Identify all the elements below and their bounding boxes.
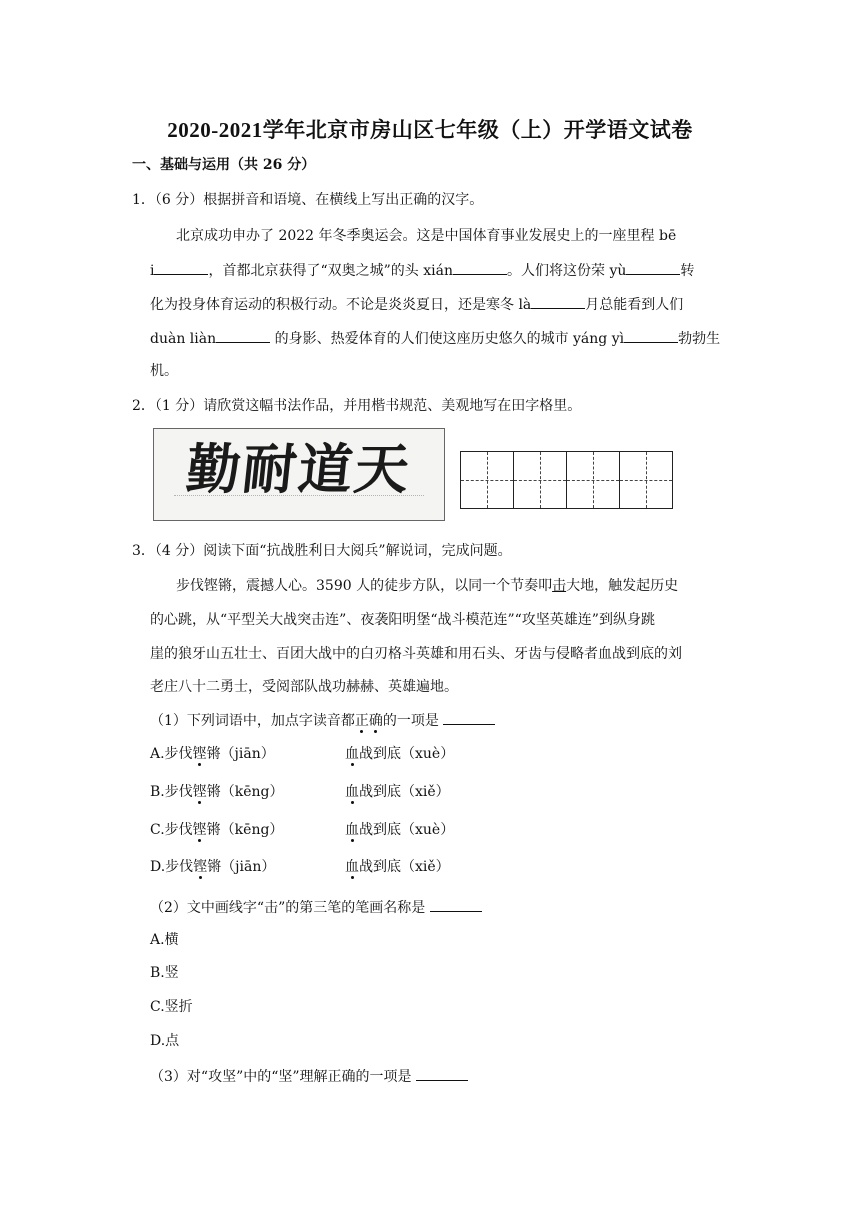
q3-text: 的一项是 bbox=[382, 713, 444, 729]
answer-blank[interactable] bbox=[216, 328, 270, 343]
q1-text: ，首都北京获得了“双奥之城”的头 xián bbox=[208, 263, 453, 279]
option-text: 战到底（xuè） bbox=[359, 746, 455, 762]
q1-text-line-2 bbox=[150, 260, 694, 281]
option-text: 战到底（xiě） bbox=[359, 859, 450, 875]
option-d[interactable] bbox=[150, 857, 450, 877]
answer-blank[interactable] bbox=[531, 294, 585, 309]
option-d[interactable]: D.点 bbox=[150, 1033, 180, 1049]
option-a[interactable] bbox=[150, 744, 455, 764]
option-second-word bbox=[345, 744, 454, 764]
option-text: 锵（kēng） bbox=[206, 784, 284, 800]
dotted-char: 血 bbox=[345, 822, 359, 838]
q3-text: 大地，触发起历史 bbox=[566, 578, 679, 594]
option-text: 战到底（xiě） bbox=[359, 784, 450, 800]
dotted-char: 铿 bbox=[192, 746, 207, 762]
q3-sub3-stem bbox=[150, 1066, 468, 1087]
q1-text: 化为投身体育运动的积极行动。不论是炎炎夏日，还是寒冬 là bbox=[150, 297, 532, 313]
grid-cell[interactable] bbox=[619, 451, 673, 509]
q3-sub2-stem bbox=[150, 897, 482, 918]
option-text: 战到底（xuè） bbox=[359, 822, 455, 838]
q1-text: 。人们将这份荣 yù bbox=[507, 263, 627, 279]
q3-text-line-2: 的心跳，从“平型关大战突击连”、夜袭阳明堡“战斗模范连”“攻坚英雄连”到纵身跳 bbox=[150, 612, 655, 628]
dotted-char: 正 bbox=[354, 713, 369, 729]
q1-text: 月总能看到人们 bbox=[585, 297, 684, 313]
option-c[interactable]: C.竖折 bbox=[150, 999, 193, 1015]
section-heading: 一、基础与运用（共 26 分） bbox=[132, 157, 316, 173]
answer-blank[interactable] bbox=[416, 1066, 468, 1081]
answer-blank[interactable] bbox=[154, 260, 208, 275]
dotted-char: 铿 bbox=[193, 859, 208, 875]
q3-text: （1）下列词语中，加点字读音都 bbox=[150, 713, 355, 729]
dotted-char: 铿 bbox=[192, 822, 207, 838]
q3-text-line-4: 老庄八十二勇士，受阅部队战功赫赫、英雄遍地。 bbox=[150, 679, 458, 695]
option-second-word bbox=[345, 782, 450, 802]
page-title: 2020-2021学年北京市房山区七年级（上）开学语文试卷 bbox=[167, 118, 693, 142]
option-text: 锵（jiān） bbox=[207, 859, 276, 875]
dotted-char: 血 bbox=[345, 859, 359, 875]
q1-text: i bbox=[150, 263, 155, 279]
q3-text: （3）对“攻坚”中的“坚”理解正确的一项是 bbox=[150, 1069, 416, 1085]
grid-cell[interactable] bbox=[460, 451, 514, 509]
dotted-char: 铿 bbox=[192, 784, 207, 800]
option-second-word bbox=[345, 820, 454, 840]
q1-text-line-1: 北京成功申办了 2022 年冬季奥运会。这是中国体育事业发展史上的一座里程 bē bbox=[176, 228, 677, 244]
answer-blank[interactable] bbox=[453, 260, 507, 275]
q3-text: 步伐铿锵，震撼人心。3590 人的徒步方队，以同一个节奏叩 bbox=[176, 578, 553, 594]
option-text: D.步伐 bbox=[150, 859, 194, 875]
underlined-char: 击 bbox=[552, 578, 567, 594]
grid-cell[interactable] bbox=[566, 451, 620, 509]
answer-blank[interactable] bbox=[624, 328, 678, 343]
q1-text-line-4 bbox=[150, 328, 720, 349]
q3-text-line-1 bbox=[176, 576, 678, 596]
option-b[interactable]: B.竖 bbox=[150, 965, 179, 981]
option-text: 锵（kēng） bbox=[206, 822, 284, 838]
option-text: A.步伐 bbox=[150, 746, 193, 762]
option-text: 锵（jiān） bbox=[206, 746, 275, 762]
q1-text: 勃勃生 bbox=[678, 331, 721, 347]
q1-text-line-5: 机。 bbox=[150, 363, 178, 379]
q1-text-line-3 bbox=[150, 294, 683, 315]
option-c[interactable] bbox=[150, 820, 455, 840]
answer-blank[interactable] bbox=[430, 897, 482, 912]
dotted-char: 血 bbox=[345, 746, 359, 762]
answer-blank[interactable] bbox=[626, 260, 680, 275]
option-a[interactable]: A.横 bbox=[150, 932, 179, 948]
q3-stem: 3．（4 分）阅读下面“抗战胜利日大阅兵”解说词，完成问题。 bbox=[132, 543, 512, 559]
calligraphy-characters: 勤耐道天 bbox=[183, 436, 414, 501]
option-text: C.步伐 bbox=[150, 822, 193, 838]
q1-stem: 1．（6 分）根据拼音和语境、在横线上写出正确的汉字。 bbox=[132, 192, 484, 208]
option-text: B.步伐 bbox=[150, 784, 193, 800]
tianzige-grid[interactable] bbox=[460, 451, 672, 509]
q3-text-line-3: 崖的狼牙山五壮士、百团大战中的白刃格斗英雄和用石头、牙齿与侵略者血战到底的刘 bbox=[150, 646, 682, 662]
option-b[interactable] bbox=[150, 782, 450, 802]
dotted-char: 血 bbox=[345, 784, 359, 800]
calligraphy-image bbox=[153, 428, 445, 521]
q1-text: 的身影、热爱体育的人们使这座历史悠久的城市 yáng yì bbox=[270, 331, 625, 347]
option-second-word bbox=[345, 857, 450, 877]
dotted-char: 确 bbox=[368, 713, 383, 729]
grid-cell[interactable] bbox=[513, 451, 567, 509]
q1-text: duàn liàn bbox=[150, 331, 217, 347]
q1-text: 转 bbox=[680, 263, 695, 279]
answer-blank[interactable] bbox=[443, 710, 495, 725]
calligraphy-inscription bbox=[174, 495, 424, 514]
q3-sub1-stem bbox=[150, 710, 495, 731]
q3-text: （2）文中画线字“击”的第三笔的笔画名称是 bbox=[150, 900, 430, 916]
q2-stem: 2．（1 分）请欣赏这幅书法作品，并用楷书规范、美观地写在田字格里。 bbox=[132, 398, 582, 414]
